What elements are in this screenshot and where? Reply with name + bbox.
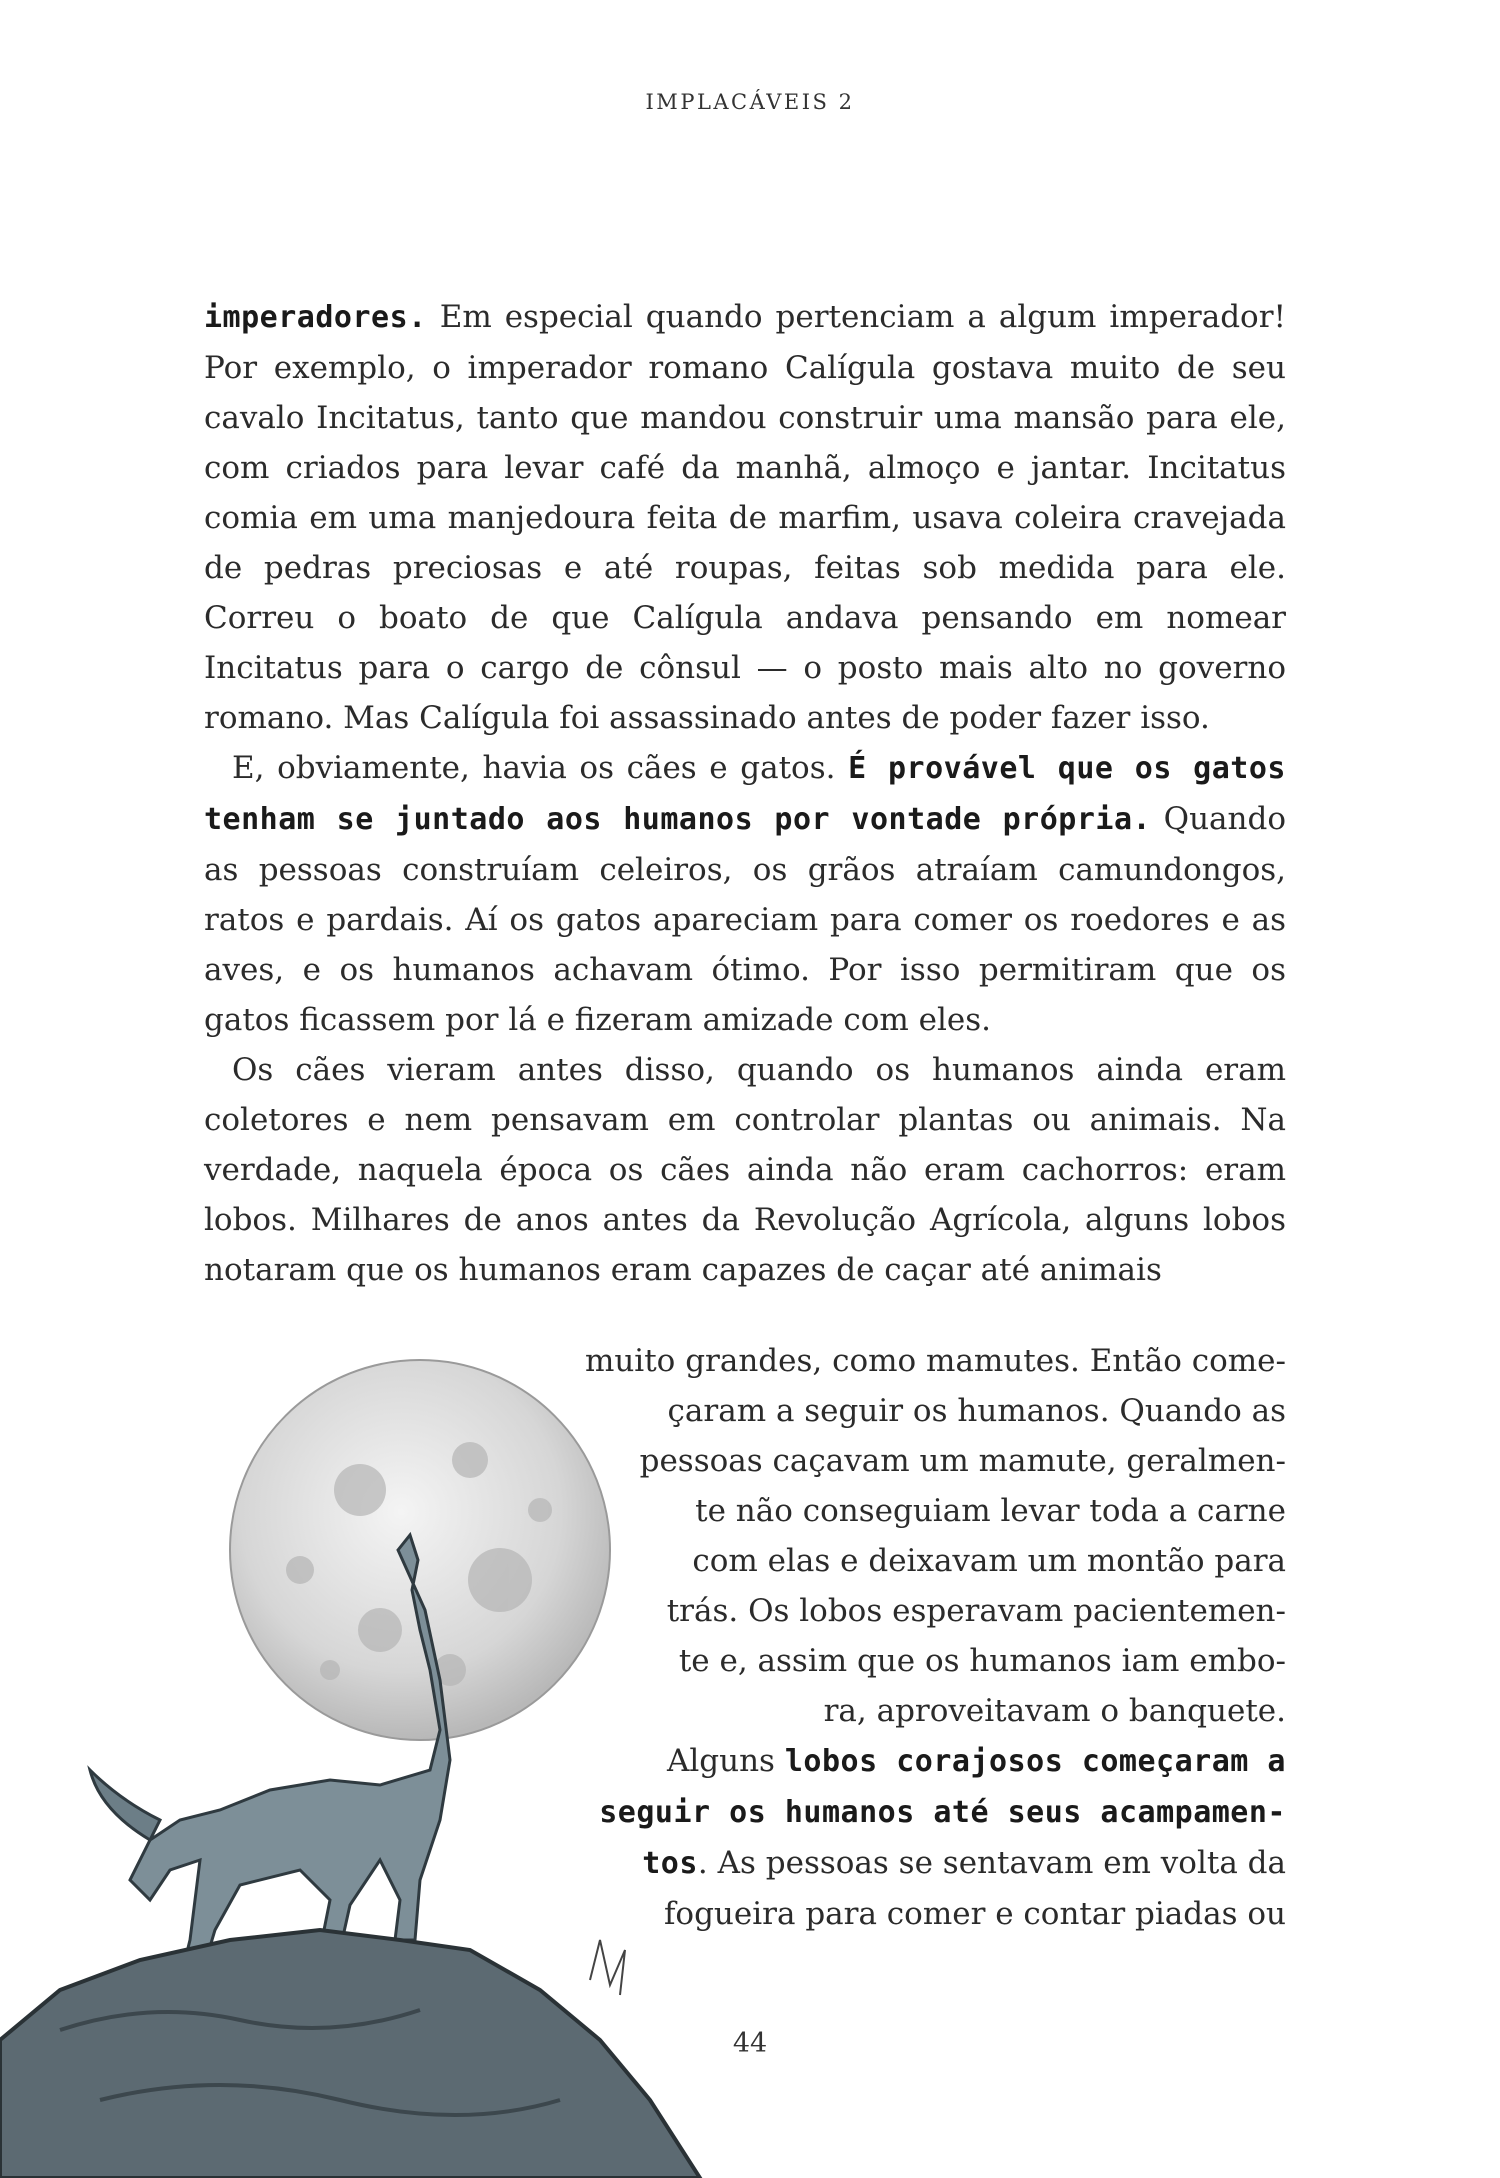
highlight-gatos: É provável que os gatos tenham se juntado aos humanos por vontade própria. bbox=[204, 751, 1286, 837]
wrapped-line: com elas e deixavam um montão para bbox=[692, 1543, 1286, 1579]
page-number: 44 bbox=[732, 2028, 768, 2059]
wrapped-line: muito grandes, como mamutes. Então come- bbox=[584, 1343, 1286, 1379]
paragraph-4-line-1 bbox=[585, 1736, 1286, 1787]
body-text bbox=[204, 292, 1286, 1295]
wrapped-line: pessoas caçavam um mamute, geralmen- bbox=[639, 1443, 1286, 1479]
wrapped-line: çaram a seguir os humanos. Quando as bbox=[667, 1393, 1286, 1429]
paragraph-3-text-a: Os cães vieram antes disso, quando os humanos ainda eram coletores e nem pensavam em controlar plantas ou animais. Na verdade, naquela época os cães ainda não eram cachorros: eram lobos. Milhares de anos antes da Revolução Agrícola, alguns lobos notaram que os humanos eram capazes de caçar até animais bbox=[204, 1052, 1286, 1288]
wrapped-line: te e, assim que os humanos iam embo- bbox=[678, 1643, 1286, 1679]
wrapped-line: ra, aproveitavam o banquete. bbox=[823, 1693, 1286, 1729]
highlight-lobos-cont: seguir os humanos até seus acampamen- bbox=[599, 1795, 1286, 1830]
wrapped-text-column bbox=[585, 1336, 1286, 1939]
moon-icon bbox=[230, 1360, 610, 1740]
paragraph-4-line-3 bbox=[585, 1838, 1286, 1889]
wrapped-line: trás. Os lobos esperavam pacientemen- bbox=[666, 1593, 1286, 1629]
paragraph-4-line-2 bbox=[585, 1787, 1286, 1838]
paragraph-1-text: Em especial quando pertenciam a algum imperador! Por exemplo, o imperador romano Calígula gostava muito de seu cavalo Incitatus, tanto que mandou construir uma mansão para ele, com criados para levar café da manhã, almoço e jantar. Incitatus comia em uma manjedoura feita de marfim, usava coleira cravejada de pedras preciosas e até roupas, feitas sob medida para ele. Correu o boato de que Calígula andava pensando em nomear Incitatus para o cargo de cônsul — o posto mais alto no governo romano. Mas Calígula foi assassinado antes de poder fazer isso. bbox=[204, 299, 1286, 736]
wrapped-line: te não conseguiam levar toda a carne bbox=[695, 1493, 1286, 1529]
paragraph-4-text: . As pessoas se sentavam em volta da bbox=[697, 1845, 1286, 1881]
paragraph-3 bbox=[204, 1045, 1286, 1295]
paragraph-4-text: Alguns bbox=[666, 1743, 785, 1779]
paragraph-4-line-4: fogueira para comer e contar piadas ou bbox=[663, 1896, 1286, 1932]
paragraph-2-text-b: Quando as pessoas construíam celeiros, os grãos atraíam camundongos, ratos e pardais. Aí os gatos apareciam para comer os roedores e as aves, e os humanos achavam ótimo. Por isso permitiram que os gatos ficassem por lá e fizeram amizade com eles. bbox=[204, 801, 1286, 1038]
paragraph-2-text-a: E, obviamente, havia os cães e gatos. bbox=[232, 750, 849, 786]
running-head: IMPLACÁVEIS 2 bbox=[645, 90, 855, 114]
highlight-imperadores: imperadores. bbox=[204, 300, 427, 335]
paragraph-1 bbox=[204, 292, 1286, 743]
paragraph-2 bbox=[204, 743, 1286, 1045]
highlight-lobos-end: tos bbox=[642, 1846, 698, 1881]
highlight-lobos: lobos corajosos começaram a bbox=[784, 1744, 1286, 1779]
